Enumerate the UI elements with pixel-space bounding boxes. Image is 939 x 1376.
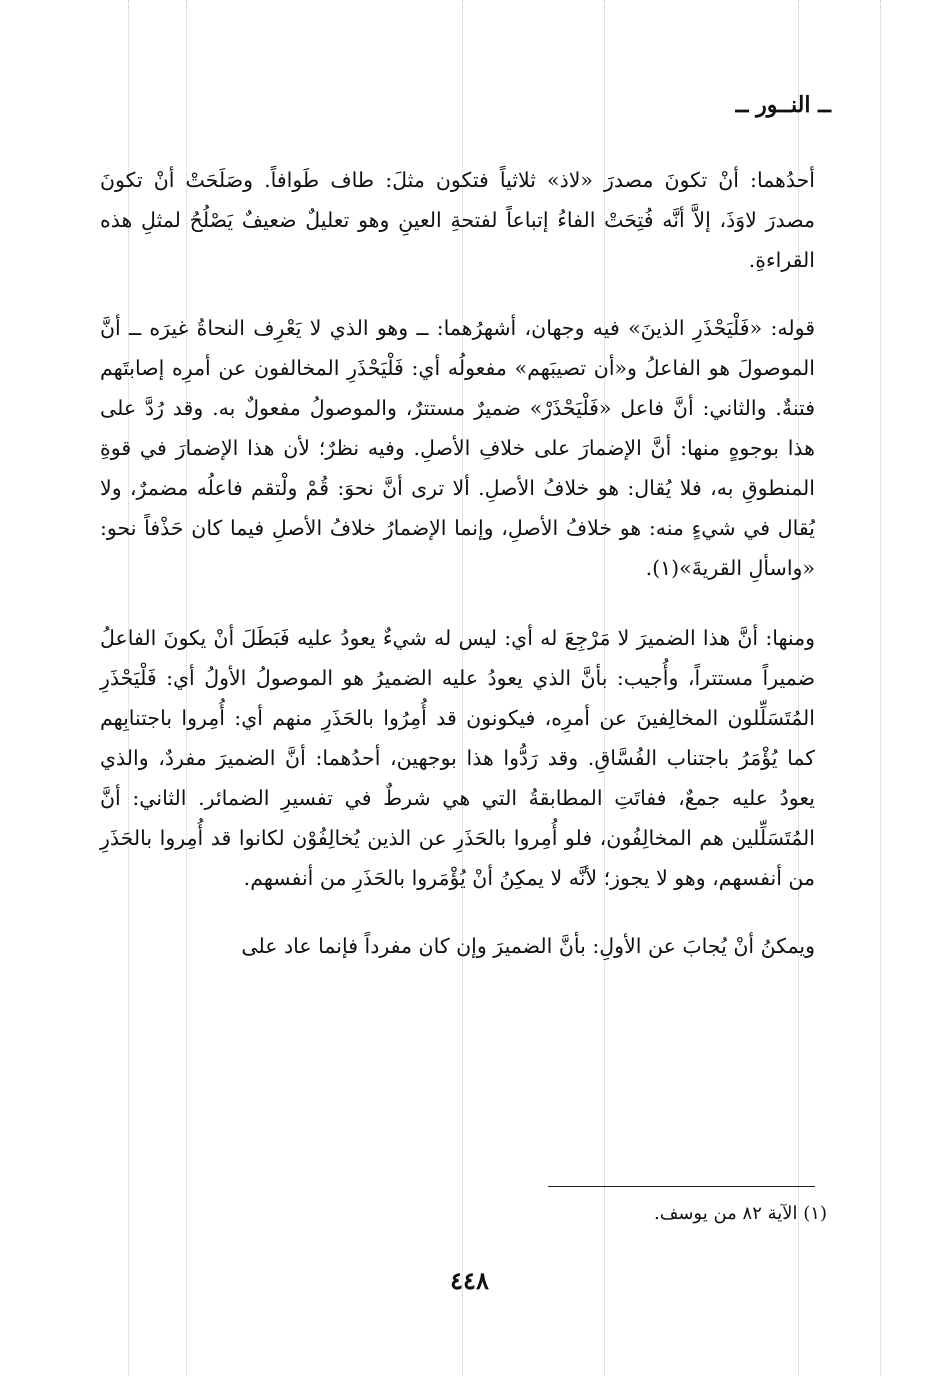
page-number: ٤٤٨ (450, 1266, 489, 1295)
paragraph: ويمكنُ أنْ يُجابَ عن الأولِ: بأنَّ الضميرَ وإن كان مفرداً فإنما عاد على (241, 934, 815, 958)
running-header: ــ النــور ــ (735, 92, 831, 118)
paragraph: ومنها: أنَّ هذا الضميرَ لا مَرْجِعَ له أي: ليس له شيءٌ يعودُ عليه فَبَطَلَ أنْ يكونَ الفاعلُ ضميراً مستتراً، وأُجيب: بأنَّ الذي يعودُ عليه الضميرُ هو الموصولُ الأولُ أي: فَلْيَحْذَرِ المُتَسَلِّلون المخالِفينَ عن أمرِه، فيكونون قد أُمِرُوا بالحَذَرِ منهم أي: أُمِروا باجتنابِهم كما يُؤْمَرُ باجتناب الفُسَّاقِ. وقد رَدُّوا هذا بوجهين، أحدُهما: أنَّ الضميرَ مفردٌ، والذي يعودُ عليه جمعٌ، ففاتَتِ المطابقةُ التي هي شرطٌ في تفسيرِ الضمائر. الثاني: أنَّ المُتَسَلِّلين هم المخالِفُون، فلو أُمِروا بالحَذَرِ عن الذين يُخالِفُوْن لكانوا قد أُمِروا بالحَذَرِ من أنفسهم، وهو لا يجوز؛ لأنَّه لا يمكِنُ أنْ يُؤْمَروا بالحَذَرِ من أنفسهم. (100, 626, 815, 890)
paragraph: قوله: «فَلْيَحْذَرِ الذينَ» فيه وجهان، أشهرُهما: ــ وهو الذي لا يَعْرِف النحاةُ غيرَه ــ أنَّ الموصولَ هو الفاعلُ و«أن تصيبَهم» مفعولُه أي: فَلْيَحْذَرِ المخالفون عن أمرِه إصابتَهم فتنةٌ. والثاني: أنَّ فاعل «فَلْيَحْذَرْ» ضميرٌ مستترٌ، والموصولُ مفعولٌ به. وقد رُدَّ على هذا بوجوهٍ منها: أنَّ الإضمارَ على خلافِ الأصلِ. وفيه نظرٌ؛ لأن هذا الإضمارَ في قوةِ المنطوقِ به، فلا يُقال: هو خلافُ الأصلِ. ألا ترى أنَّ نحوَ: قُمْ ولْتقم فاعلُه مضمرٌ، ولا يُقال في شيءٍ منه: هو خلافُ الأصلِ، وإنما الإضمارُ خلافُ الأصلِ فيما كان حَذْفاً نحو: «واسألِ القريةَ»(١). (100, 316, 815, 580)
scan-guide-line (880, 0, 881, 1376)
footnote: (١) الآية ٨٢ من يوسف. (654, 1203, 827, 1224)
body-text (100, 160, 815, 1000)
footnote-divider (548, 1186, 815, 1187)
paragraph: أحدُهما: أنْ تكونَ مصدرَ «لاذ» ثلاثياً فتكون مثلَ: طاف طَوافاً. وصَلَحَتْ أنْ تكونَ مصدرَ لاوَذَ، إلاَّ أنَّه فُتِحَتْ الفاءُ إتباعاً لفتحةِ العينِ وهو تعليلٌ ضعيفٌ يَصْلُحُ لمثلِ هذه القراءةِ. (100, 168, 815, 272)
